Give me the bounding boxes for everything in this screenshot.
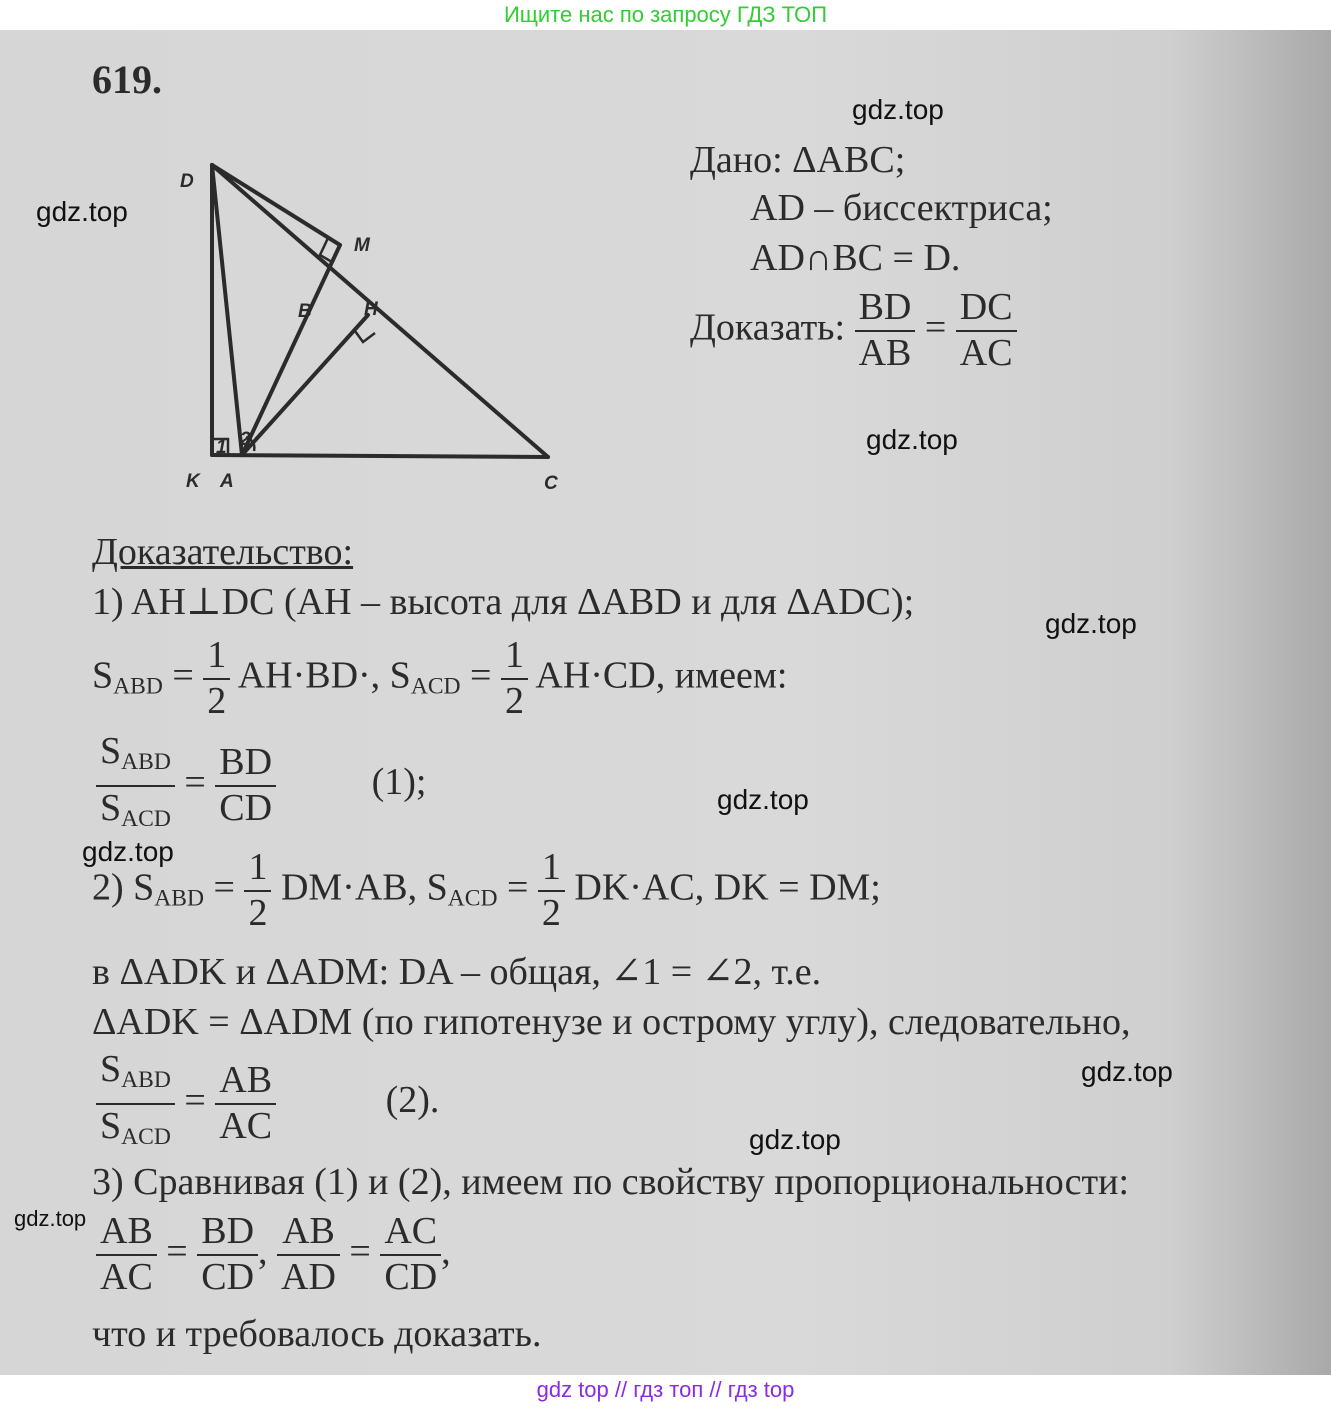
prove-label: Доказать: — [690, 306, 846, 349]
scanned-page — [0, 30, 1331, 1375]
prove-fraction-left: $\frac{BD}{AB}$ — [855, 286, 916, 375]
segment-dm — [212, 165, 340, 245]
proof-step-2: 2) $S_{ABD}$ = $\frac{1}{2}$ DM·AB, $S_{ACD}$ = $\frac{1}{2}$ DK·AC, DK = DM; — [92, 846, 881, 934]
watermark: gdz.top — [749, 1124, 841, 1155]
given-line-2: AD – биссектриса; — [750, 187, 1053, 229]
conclusion: что и требовалось доказать. — [92, 1313, 542, 1355]
proof-heading: Доказательство: — [92, 531, 354, 573]
watermark: gdz.top — [82, 836, 174, 867]
label-k: K — [186, 471, 200, 492]
watermark: gdz.top — [14, 1206, 87, 1231]
half-fraction: $\frac{1}{2}$ — [244, 846, 271, 935]
label-m: M — [354, 235, 370, 256]
label-a: A — [220, 471, 234, 492]
watermark: gdz.top — [866, 424, 958, 455]
segment-kc — [212, 455, 548, 457]
triangles-equal: ΔADK = ΔADM (по гипотенузе и острому углу), следовательно, — [92, 1001, 1131, 1043]
area-ratio-fraction: $\frac{S_{ABD}}{S_{ACD}}$ — [96, 730, 175, 841]
fraction-bd-cd: $\frac{BD}{CD}$ — [197, 1210, 258, 1299]
final-proportions: $\frac{AB}{AC}$ = $\frac{BD}{CD}$ , $\frac{AB}{AD}$ = $\frac{AC}{CD}$ , — [96, 1210, 451, 1299]
label-angle-2: 2 — [240, 429, 251, 450]
watermark: gdz.top — [36, 196, 128, 227]
bottom-banner: gdz top // гдз топ // гдз top — [0, 1375, 1331, 1408]
segment-da — [212, 165, 242, 455]
right-angle-h — [355, 331, 375, 342]
given-line-3: AD∩BC = D. — [750, 237, 961, 279]
triangles-comparison: в ΔADK и ΔADM: DA – общая, ∠1 = ∠2, т.е. — [92, 951, 822, 993]
area-ratio-fraction: $\frac{S_{ABD}}{S_{ACD}}$ — [96, 1048, 175, 1159]
half-fraction: $\frac{1}{2}$ — [538, 846, 565, 935]
segment-ratio-fraction: $\frac{AB}{AC}$ — [215, 1059, 276, 1148]
proof-step-3: 3) Сравнивая (1) и (2), имеем по свойству пропорциональности: — [92, 1161, 1130, 1203]
ratio-2: $\frac{S_{ABD}}{S_{ACD}}$ = $\frac{AB}{AC}$ (2). — [96, 1048, 439, 1159]
proof-step-1: 1) AH⊥DC (AH – высота для ΔABD и для ΔADC); — [92, 581, 915, 623]
fraction-ac-cd: $\frac{AC}{CD}$ — [380, 1210, 441, 1299]
area-formula-1: $S_{ABD}$ = $\frac{1}{2}$ AH·BD·, $S_{ACD}$ = $\frac{1}{2}$ AH·CD, имеем: — [92, 634, 788, 722]
watermark: gdz.top — [852, 94, 944, 125]
triangle-figure — [170, 135, 590, 495]
label-angle-1: 1 — [216, 437, 227, 458]
label-h: H — [364, 299, 378, 320]
half-fraction: $\frac{1}{2}$ — [203, 634, 230, 723]
prove-fraction-right: $\frac{DC}{AC}$ — [956, 286, 1017, 375]
watermark: gdz.top — [1045, 608, 1137, 639]
problem-number: 619. — [92, 57, 162, 102]
watermark: gdz.top — [717, 784, 809, 815]
segment-am — [242, 245, 340, 455]
fraction-ab-ac: $\frac{AB}{AC}$ — [96, 1210, 157, 1299]
ratio-1: $\frac{S_{ABD}}{S_{ACD}}$ = $\frac{BD}{CD}$ (1); — [96, 730, 426, 841]
watermark: gdz.top — [1081, 1056, 1173, 1087]
label-c: C — [544, 473, 558, 494]
label-d: D — [180, 171, 194, 192]
half-fraction: $\frac{1}{2}$ — [501, 634, 528, 723]
segment-ratio-fraction: $\frac{BD}{CD}$ — [215, 741, 276, 830]
label-b: B — [298, 301, 312, 322]
segment-ah — [242, 315, 368, 455]
prove-statement: Доказать: $\frac{BD}{AB}$ = $\frac{DC}{AC}$ — [690, 286, 1017, 375]
fraction-ab-ad: $\frac{AB}{AD}$ — [277, 1210, 340, 1299]
given-line-1: Дано: ΔABC; — [690, 139, 906, 181]
top-banner: Ищите нас по запросу ГДЗ ТОП — [0, 0, 1331, 30]
